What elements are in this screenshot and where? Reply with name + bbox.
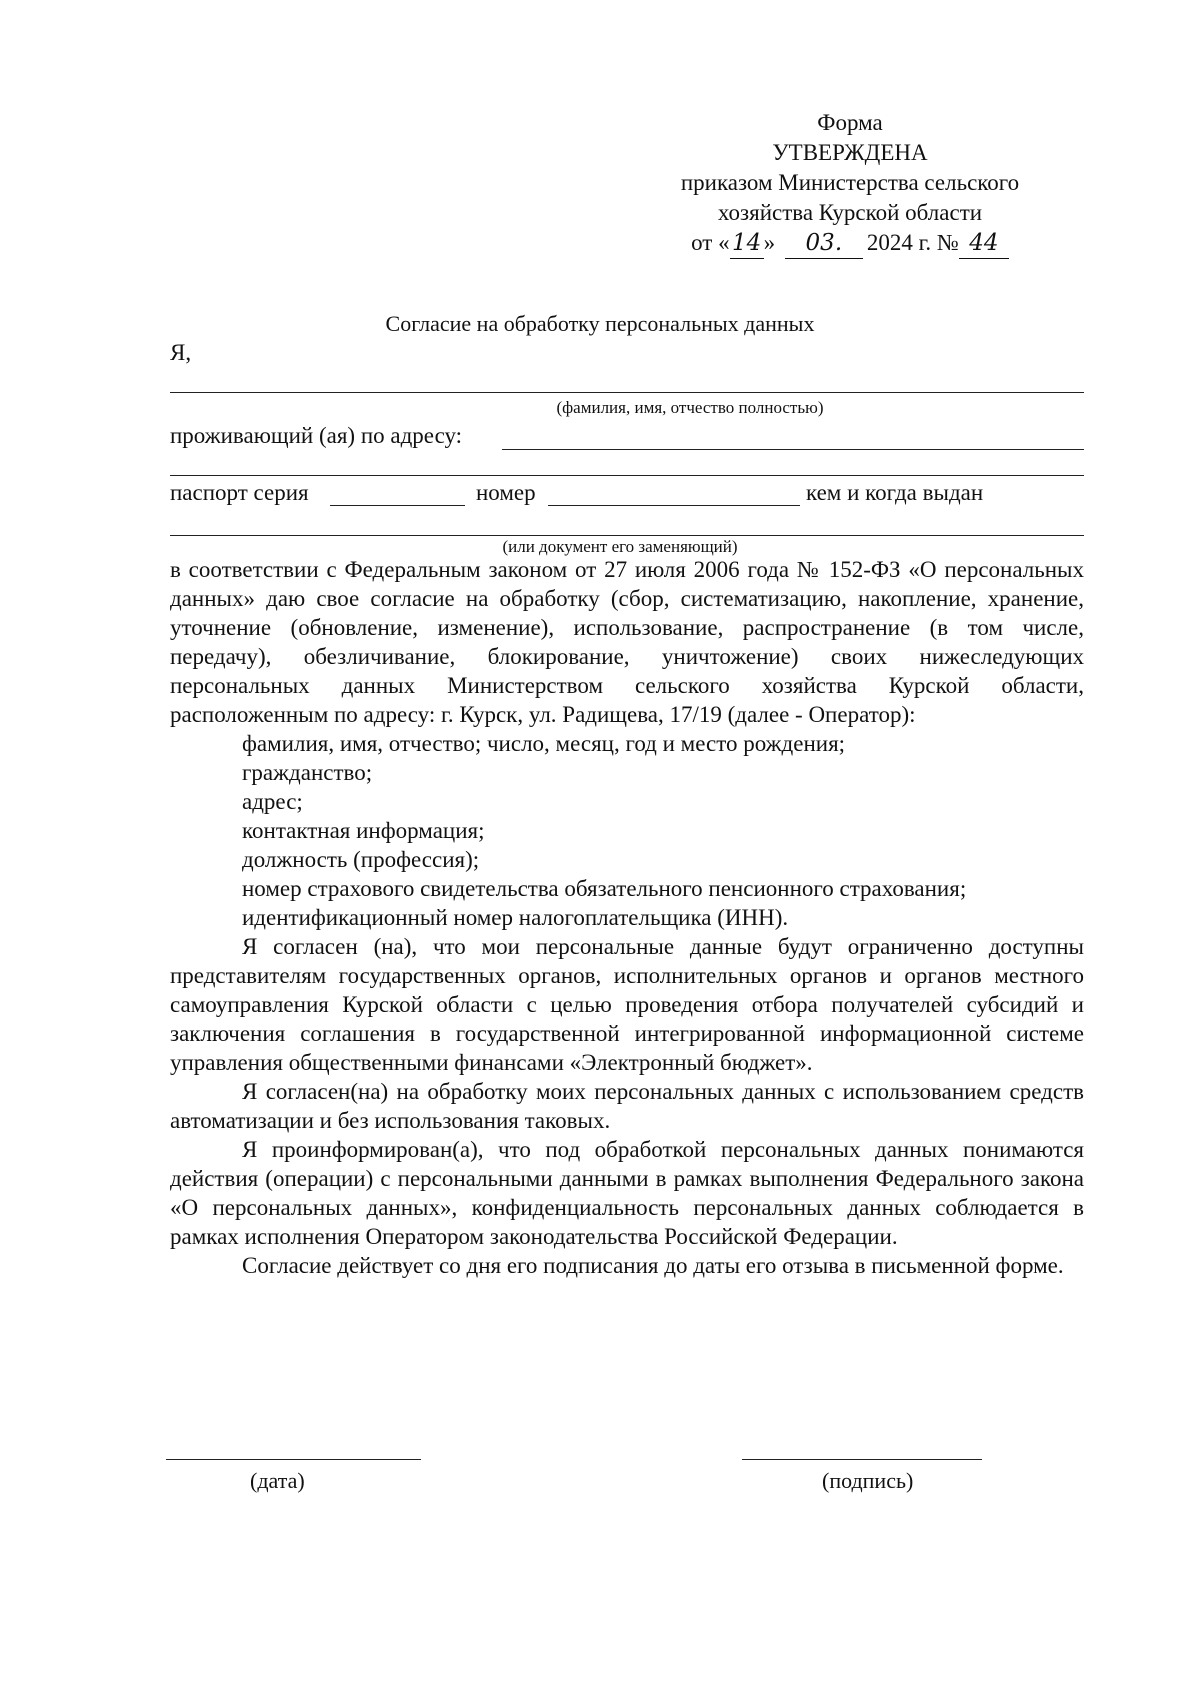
fio-caption: (фамилия, имя, отчество полностью) [556, 398, 824, 417]
list-item: адрес; [242, 789, 303, 814]
paragraph-automation: Я согласен(на) на обработку моих персональных данных с использованием средств автоматизации и без использования таковых. [170, 1079, 1084, 1133]
list-item: гражданство; [242, 760, 373, 785]
date-signature-line[interactable] [166, 1459, 421, 1460]
passport-series-label: паспорт серия [170, 480, 309, 505]
fio-line[interactable] [170, 392, 1084, 393]
list-item: номер страхового свидетельства обязательного пенсионного страхования; [242, 876, 967, 901]
approved-label: УТВЕРЖДЕНА [772, 140, 928, 165]
year-text: 2024 г. № [866, 230, 959, 255]
personal-data-list [170, 729, 1084, 932]
form-label: Форма [817, 110, 883, 135]
date-prefix: от « [691, 230, 730, 255]
list-item: фамилия, имя, отчество; число, месяц, год и место рождения; [242, 731, 846, 756]
order-line-1: приказом Министерства сельского [680, 170, 1020, 195]
paragraph-informed: Я проинформирован(а), что под обработкой персональных данных понимаются действия (операции) с персональными данными в рамках выполнения Федерального закона «О персональных данных», конфиденциальность персональных данных соблюдается в рамках исполнения Оператором законодательства Российской Федерации. [170, 1137, 1084, 1249]
handwritten-day: 14 [730, 228, 764, 259]
consent-body [170, 555, 1084, 1280]
address-line[interactable] [502, 449, 1084, 450]
address-label: проживающий (ая) по адресу: [170, 423, 463, 448]
signature-line[interactable] [742, 1459, 982, 1460]
handwritten-month: 03. [785, 228, 863, 259]
handwritten-order-number: 44 [959, 228, 1009, 259]
passport-series-line[interactable] [330, 505, 465, 506]
issued-line[interactable] [170, 535, 1084, 536]
list-item: идентификационный номер налогоплательщика (ИНН). [242, 905, 789, 930]
issued-label: кем и когда выдан [806, 480, 984, 505]
passport-number-label: номер [476, 480, 536, 505]
paragraph-validity: Согласие действует со дня его подписания до даты его отзыва в письменной форме. [242, 1253, 1064, 1278]
date-mid: » [763, 230, 776, 255]
doc-caption: (или документ его заменяющий) [502, 537, 738, 556]
list-item: контактная информация; [242, 818, 485, 843]
order-line-2: хозяйства Курской области [717, 200, 983, 225]
order-date-line [620, 228, 1080, 259]
date-caption: (дата) [250, 1468, 305, 1493]
address-line-2[interactable] [170, 475, 1084, 476]
passport-number-line[interactable] [548, 505, 800, 506]
list-item: должность (профессия); [242, 847, 480, 872]
i-label: Я, [170, 340, 192, 365]
paragraph-access: Я согласен (на), что мои персональные данные будут ограниченно доступны представителям государственных органов, исполнительных органов и органов местного самоуправления Курской области с целью проведения отбора получателей субсидий и заключения соглашения в государственной интегрированной информационной системе управления общественными финансами «Электронный бюджет». [170, 934, 1084, 1075]
document-title: Согласие на обработку персональных данных [385, 311, 815, 336]
approval-header [620, 108, 1080, 259]
intro-paragraph: в соответствии с Федеральным законом от 27 июля 2006 года № 152-ФЗ «О персональных данных» даю свое согласие на обработку (сбор, систематизацию, накопление, хранение, уточнение (обновление, изменение), использование, распространение (в том числе, передачу), обезличивание, блокирование, уничтожение) своих нижеследующих персональных данных Министерством сельского хозяйства Курской области, расположенным по адресу: г. Курск, ул. Радищева, 17/19 (далее - Оператор): [170, 557, 1084, 727]
signature-caption: (подпись) [822, 1468, 914, 1493]
